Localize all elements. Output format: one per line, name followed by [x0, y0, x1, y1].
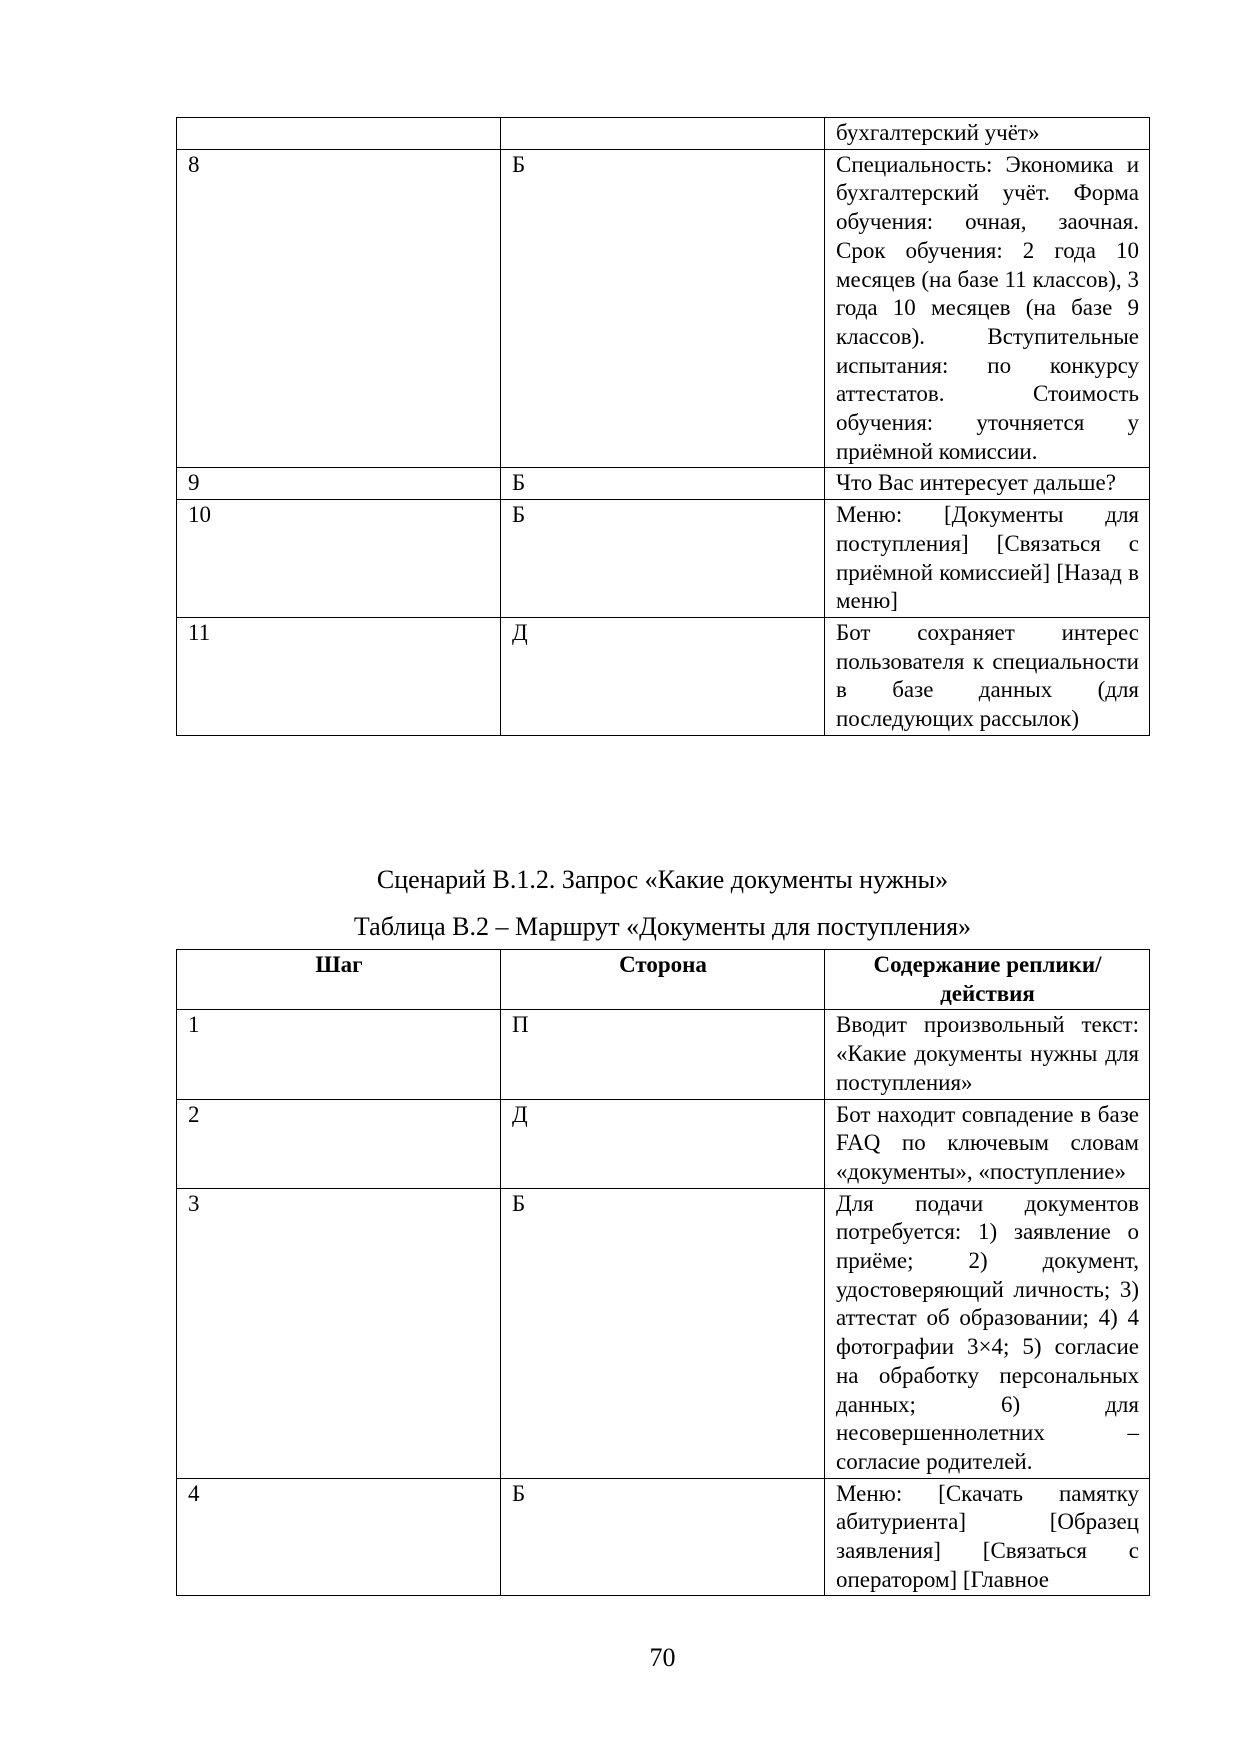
content-cell: Вводит произвольный текст: «Какие документы нужны для поступления»	[825, 1010, 1150, 1099]
table-caption: Таблица В.2 – Маршрут «Документы для поступления»	[353, 912, 972, 941]
table-row	[177, 500, 1150, 618]
scenario-title: Сценарий В.1.2. Запрос «Какие документы нужны»	[376, 865, 949, 894]
step-cell: 10	[177, 500, 501, 618]
side-cell: Б	[501, 149, 825, 468]
table-row	[177, 1188, 1150, 1478]
step-cell: 8	[177, 149, 501, 468]
table-row	[177, 468, 1150, 500]
step-cell: 4	[177, 1478, 501, 1596]
step-cell: 9	[177, 468, 501, 500]
table-row	[177, 1099, 1150, 1188]
content-cell: бухгалтерский учёт»	[825, 118, 1150, 150]
step-cell	[177, 118, 501, 150]
table-row	[177, 617, 1150, 735]
side-cell: Б	[501, 1478, 825, 1596]
table-row	[177, 118, 1150, 150]
table-row	[177, 1010, 1150, 1099]
step-cell: 11	[177, 617, 501, 735]
table-header-row	[177, 950, 1150, 1010]
step-cell: 1	[177, 1010, 501, 1099]
content-cell: Бот сохраняет интерес пользователя к специальности в базе данных (для последующих рассылок)	[825, 617, 1150, 735]
page-number: 70	[649, 1643, 676, 1672]
side-cell	[501, 118, 825, 150]
content-cell: Для подачи документов потребуется: 1) заявление о приёме; 2) документ, удостоверяющий личность; 3) аттестат об образовании; 4) 4 фотографии 3×4; 5) согласие на обработку персональных данных; 6) для несовершеннолетних – согласие родителей.	[825, 1188, 1150, 1478]
side-cell: Д	[501, 1099, 825, 1188]
content-cell: Специальность: Экономика и бухгалтерский учёт. Форма обучения: очная, заочная. Срок обучения: 2 года 10 месяцев (на базе 11 классов), 3 года 10 месяцев (на базе 9 классов). Вступительные испытания: по конкурсу аттестатов. Стоимость обучения: уточняется у приёмной комиссии.	[825, 149, 1150, 468]
table-row	[177, 1478, 1150, 1596]
side-cell: Д	[501, 617, 825, 735]
content-cell: Меню: [Скачать памятку абитуриента] [Образец заявления] [Связаться с оператором] [Главное	[825, 1478, 1150, 1596]
step-cell: 3	[177, 1188, 501, 1478]
route-table-continued	[176, 117, 1150, 736]
step-cell: 2	[177, 1099, 501, 1188]
side-cell: Б	[501, 1188, 825, 1478]
side-cell: Б	[501, 468, 825, 500]
documents-route-table	[176, 949, 1150, 1596]
side-cell: П	[501, 1010, 825, 1099]
side-cell: Б	[501, 500, 825, 618]
table-row	[177, 149, 1150, 468]
column-header-side: Сторона	[501, 950, 825, 1010]
column-header-content: Содержание реплики/действия	[825, 950, 1150, 1010]
content-cell: Бот находит совпадение в базе FAQ по ключевым словам «документы», «поступление»	[825, 1099, 1150, 1188]
content-cell: Что Вас интересует дальше?	[825, 468, 1150, 500]
column-header-step: Шаг	[177, 950, 501, 1010]
content-cell: Меню: [Документы для поступления] [Связаться с приёмной комиссией] [Назад в меню]	[825, 500, 1150, 618]
